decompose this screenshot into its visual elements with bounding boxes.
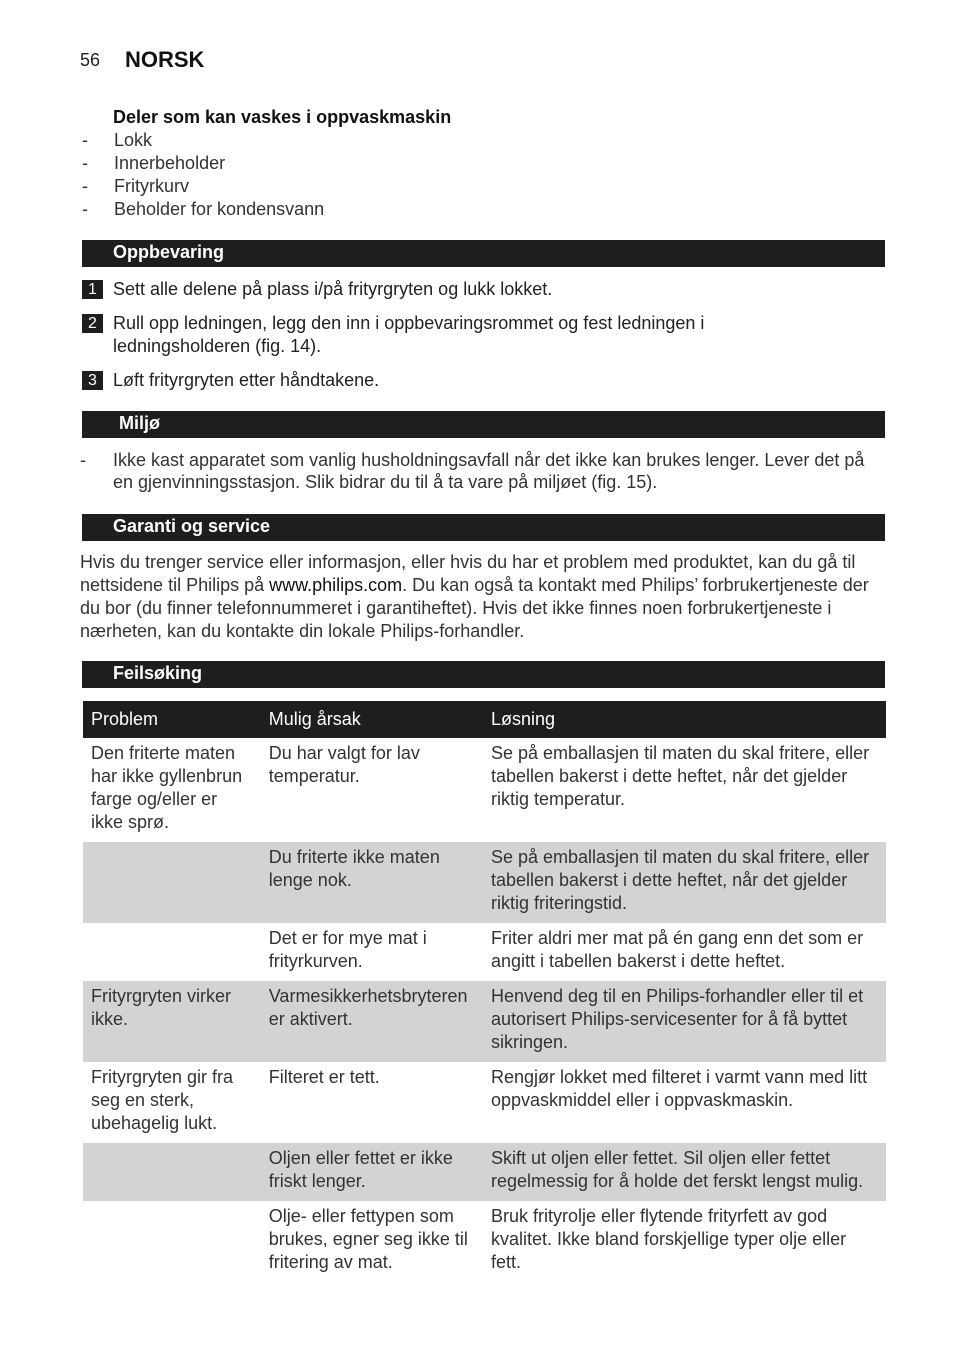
philips-link[interactable]: www.philips.com	[269, 575, 403, 595]
cell-solution: Se på emballasjen til maten du skal fritere, eller tabellen bakerst i dette heftet, når det gjelder riktig friteringstid.	[483, 842, 886, 923]
cell-problem	[83, 1201, 261, 1282]
cell-problem	[83, 923, 261, 981]
environment-bullet: - Ikke kast apparatet som vanlig husholdningsavfall når det ikke kan brukes lenger. Lever det på en gjenvinningsstasjon. Slik bidrar du til å ta vare på miljøet (fig. 15).	[80, 450, 865, 492]
table-row	[83, 842, 886, 923]
table-row	[83, 738, 886, 842]
language-title: NORSK	[125, 47, 205, 72]
cell-cause: Oljen eller fettet er ikke friskt lenger.	[261, 1143, 483, 1201]
cell-problem: Den friterte maten har ikke gyllenbrun farge og/eller er ikke sprø.	[91, 743, 243, 832]
cell-solution: Rengjør lokket med filteret i varmt vann med litt oppvaskmiddel eller i oppvaskmaskin.	[490, 1067, 868, 1110]
section-header-storage: Oppbevaring	[82, 240, 885, 267]
table-row	[83, 1201, 886, 1282]
dishwasher-heading: Deler som kan vaskes i oppvaskmaskin	[113, 107, 452, 127]
step-2: 2 Rull opp ledningen, legg den inn i oppbevaringsrommet og fest ledningen i ledningsholderen (fig. 14).	[82, 312, 882, 360]
table-row	[83, 923, 886, 981]
table-row	[83, 981, 886, 1062]
column-header-solution: Løsning	[483, 701, 886, 738]
cell-solution: Skift ut oljen eller fettet. Sil oljen eller fettet regelmessig for å holde det ferskt lengst mulig.	[483, 1143, 886, 1201]
section-header-troubleshooting: Feilsøking	[82, 661, 885, 688]
cell-problem	[83, 1143, 261, 1201]
cell-cause: Du har valgt for lav temperatur.	[268, 743, 420, 786]
cell-solution: Friter aldri mer mat på én gang enn det som er angitt i tabellen bakerst i dette heftet.	[490, 928, 864, 971]
cell-problem: Frityrgryten virker ikke.	[83, 981, 261, 1062]
cell-solution: Henvend deg til en Philips-forhandler eller til et autorisert Philips-servicesenter for å få byttet sikringen.	[483, 981, 886, 1062]
step-1: 1 Sett alle delene på plass i/på frityrgryten og lukk lokket.	[82, 278, 882, 302]
column-header-problem: Problem	[83, 701, 261, 738]
cell-cause: Du friterte ikke maten lenge nok.	[261, 842, 483, 923]
troubleshooting-table	[83, 701, 886, 1282]
table-row	[83, 1062, 886, 1143]
section-header-environment: Miljø	[82, 411, 885, 438]
cell-problem: Frityrgryten gir fra seg en sterk, ubehagelig lukt.	[91, 1067, 234, 1133]
cell-solution: Se på emballasjen til maten du skal fritere, eller tabellen bakerst i dette heftet, når det gjelder riktig temperatur.	[490, 743, 870, 809]
cell-solution: Bruk frityrolje eller flytende frityrfett av god kvalitet. Ikke bland forskjellige typer olje eller fett.	[490, 1206, 847, 1272]
section-header-guarantee: Garanti og service	[82, 514, 885, 541]
step-3: 3 Løft frityrgryten etter håndtakene.	[82, 369, 882, 393]
table-row	[83, 1143, 886, 1201]
cell-cause: Det er for mye mat i frityrkurven.	[268, 928, 427, 971]
guarantee-paragraph: Hvis du trenger service eller informasjon, eller hvis du har et problem med produktet, kan du gå til nettsidene til Philips på www.philips.com. Du kan også ta kontakt med Philips’ forbrukertjeneste der du bor (du finner telefonnummeret i garantiheftet). Hvis det ikke finnes noen forbrukertjeneste i nærheten, kan du kontakte din lokale Philips-forhandler.	[80, 552, 869, 641]
cell-cause: Filteret er tett.	[268, 1067, 380, 1087]
table-header-row	[83, 701, 886, 738]
page-number: 56	[80, 50, 101, 70]
cell-cause: Olje- eller fettypen som brukes, egner seg ikke til fritering av mat.	[268, 1206, 468, 1272]
cell-problem	[83, 842, 261, 923]
cell-cause: Varmesikkerhetsbryteren er aktivert.	[261, 981, 483, 1062]
column-header-cause: Mulig årsak	[261, 701, 483, 738]
